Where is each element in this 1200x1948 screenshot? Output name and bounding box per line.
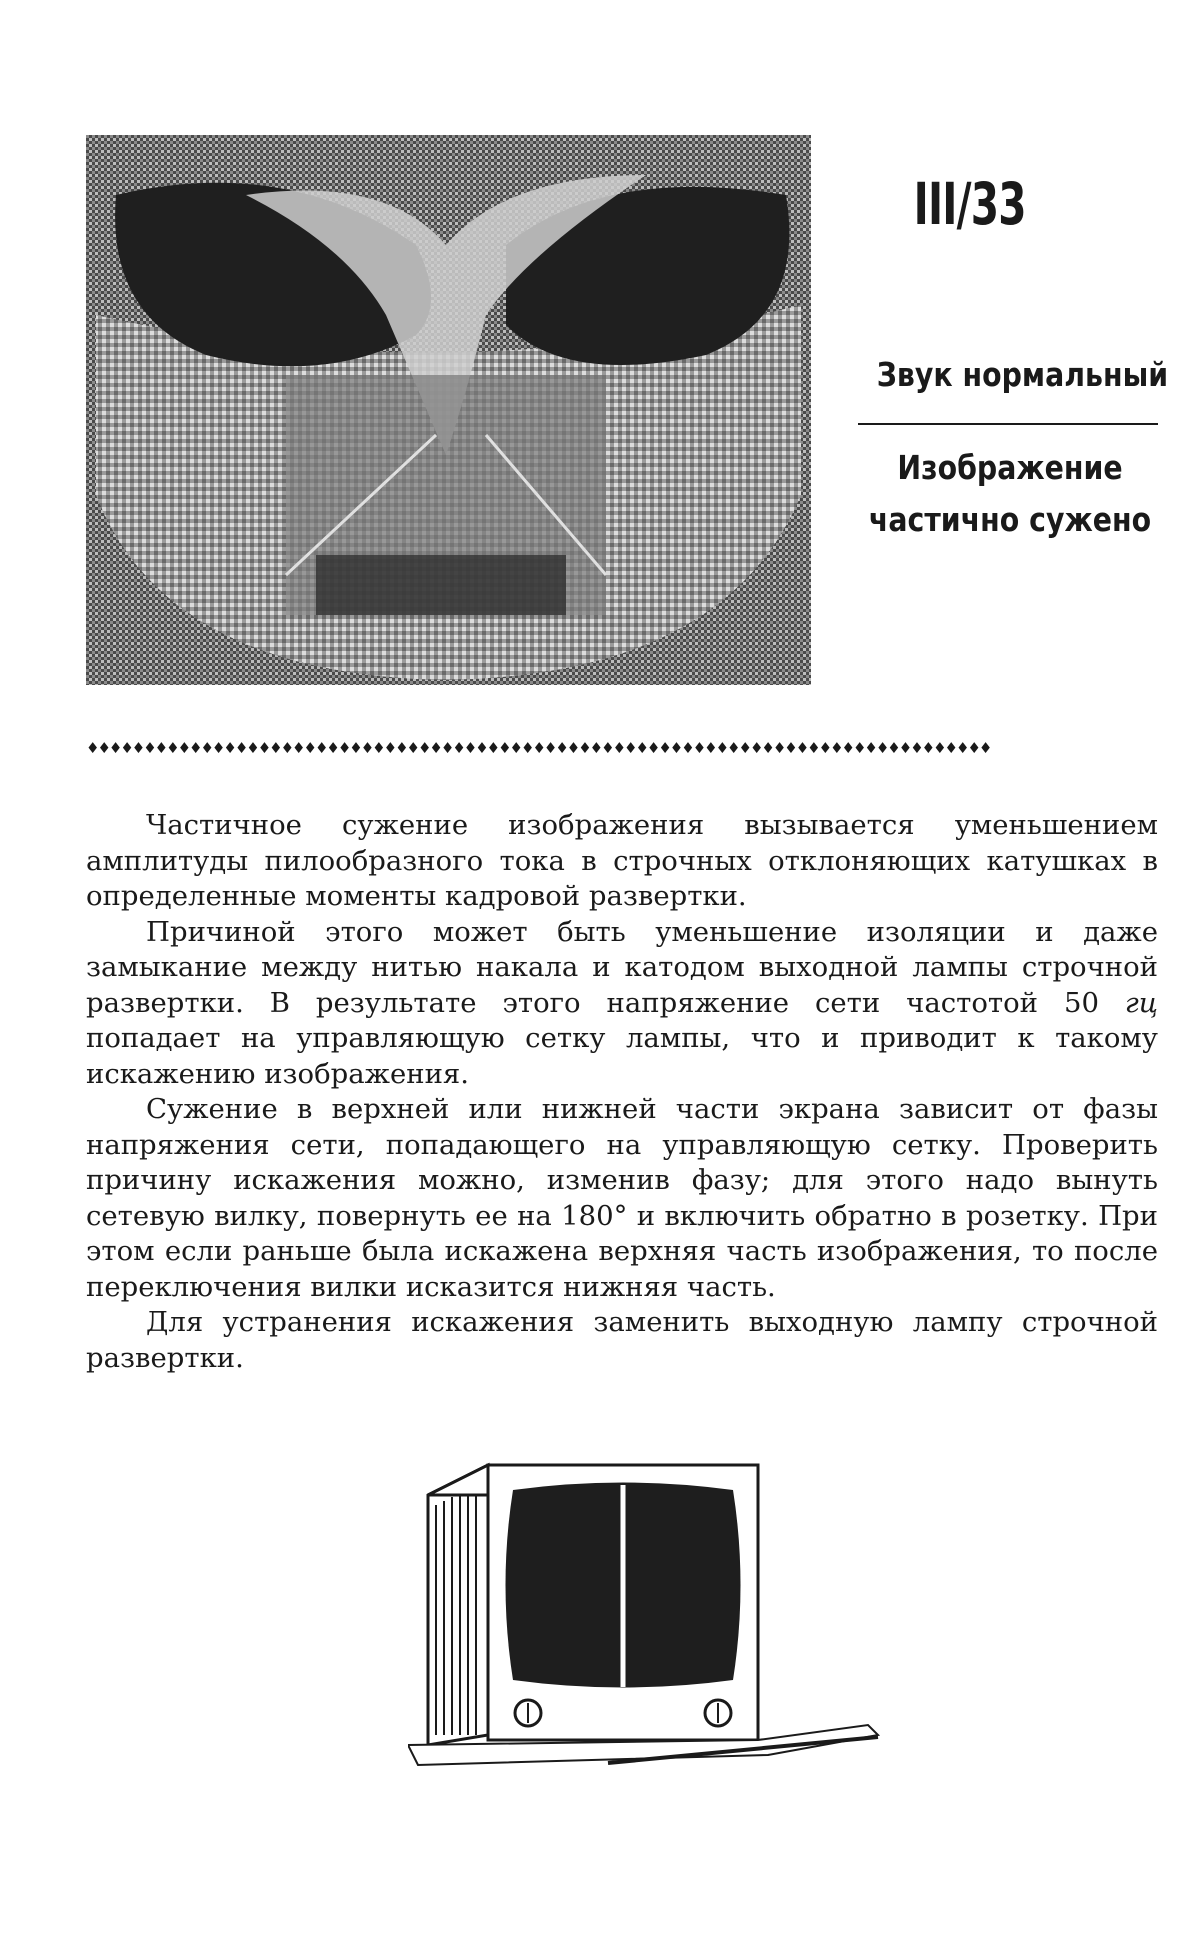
- section-code: III/33: [913, 170, 1026, 238]
- paragraph-1: Частичное сужение изображения вызывается уменьшением амплитуды пилообразного тока в строчных отклоняющих катушках в определенные моменты кадровой развертки.: [86, 809, 1158, 912]
- tv-illustration: [408, 1445, 888, 1785]
- image-status: [868, 442, 1152, 546]
- paragraph-4: Для устранения искажения заменить выходную лампу строчной развертки.: [86, 1306, 1158, 1374]
- distorted-screen-photo: [86, 135, 811, 685]
- image-status-line-2: частично сужено: [868, 500, 1152, 539]
- paragraph-2: [86, 915, 1158, 1093]
- image-status-line-1: Изображение: [897, 448, 1123, 487]
- sound-status: Звук нормальный: [876, 355, 1169, 394]
- body-text: [86, 808, 1158, 1376]
- paragraph-3: Сужение в верхней или нижней части экрана зависит от фазы напряжения сети, попадающего на управляющую сетку. Проверить причину искажения можно, изменив фазу; для этого надо вынуть сетевую вилку, повернуть ее на 180° и включить обратно в розетку. При этом если раньше была искажена верхняя часть изображения, то после переключения вилки исказится нижняя часть.: [86, 1093, 1158, 1303]
- frequency-unit: гц: [1124, 986, 1158, 1019]
- paragraph-2-part-a: Причиной этого может быть уменьшение изоляции и даже замыкание между нитью накала и катодом выходной лампы строчной развертки. В результате этого напряжение сети частотой 50: [86, 915, 1158, 1019]
- paragraph-2-part-b: попадает на управляющую сетку лампы, что и приводит к такому искажению изображения.: [86, 1022, 1158, 1090]
- ornament-divider: ♦♦♦♦♦♦♦♦♦♦♦♦♦♦♦♦♦♦♦♦♦♦♦♦♦♦♦♦♦♦♦♦♦♦♦♦♦♦♦♦♦♦♦♦♦♦♦♦♦♦♦♦♦♦♦♦♦♦♦♦♦♦♦♦♦♦♦♦♦♦♦♦♦♦♦♦♦♦♦: [86, 740, 991, 756]
- title-divider: [858, 423, 1158, 425]
